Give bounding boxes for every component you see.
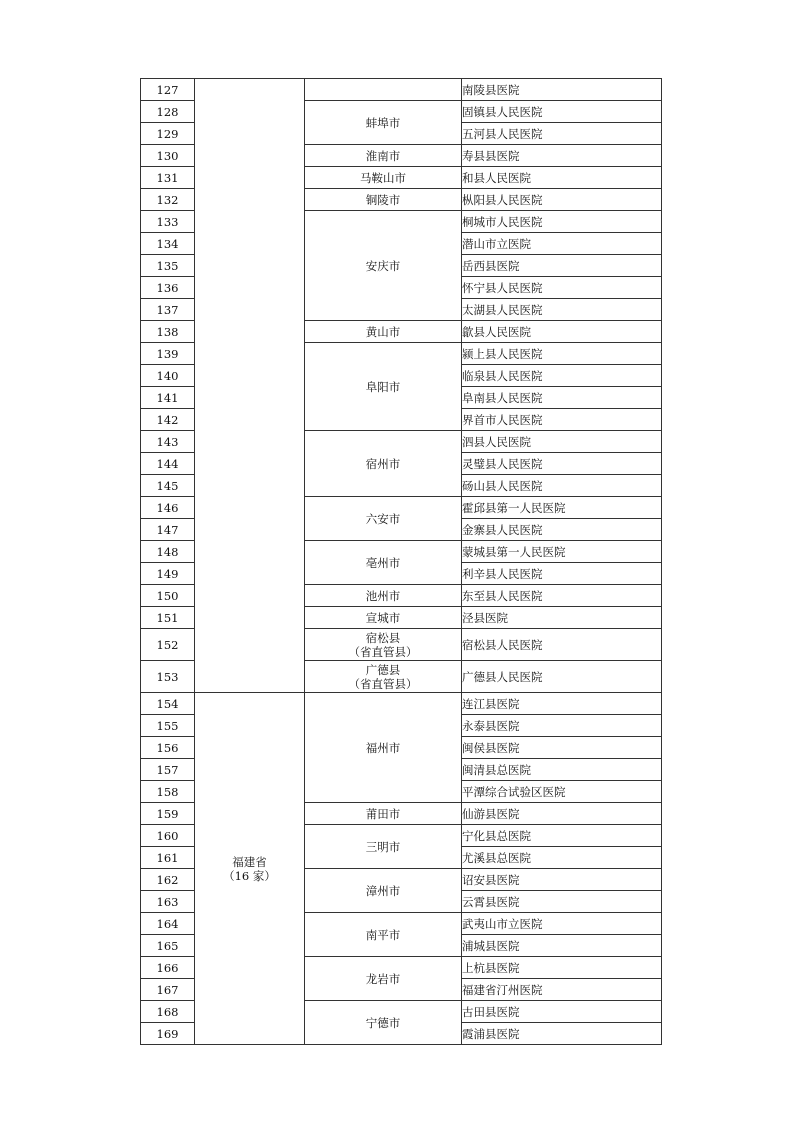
row-number: 140 <box>141 365 195 387</box>
city-note: （省直管县） <box>348 644 418 659</box>
row-number: 129 <box>141 123 195 145</box>
row-number: 154 <box>141 693 195 715</box>
hospital-name: 闽清县总医院 <box>462 759 662 781</box>
row-number: 142 <box>141 409 195 431</box>
row-number: 144 <box>141 453 195 475</box>
row-number: 136 <box>141 277 195 299</box>
hospital-name: 上杭县医院 <box>462 957 662 979</box>
hospital-name: 连江县医院 <box>462 693 662 715</box>
hospital-name: 金寨县人民医院 <box>462 519 662 541</box>
hospital-name: 古田县医院 <box>462 1001 662 1023</box>
row-number: 149 <box>141 563 195 585</box>
province-name: 福建省 <box>232 854 267 869</box>
city-cell: 宣城市 <box>305 607 462 629</box>
row-number: 164 <box>141 913 195 935</box>
city-cell: 亳州市 <box>305 541 462 585</box>
row-number: 127 <box>141 79 195 101</box>
hospital-name: 阜南县人民医院 <box>462 387 662 409</box>
row-number: 128 <box>141 101 195 123</box>
row-number: 162 <box>141 869 195 891</box>
row-number: 151 <box>141 607 195 629</box>
hospital-list-table <box>140 78 662 1045</box>
row-number: 155 <box>141 715 195 737</box>
city-cell: 南平市 <box>305 913 462 957</box>
row-number: 150 <box>141 585 195 607</box>
row-number: 141 <box>141 387 195 409</box>
table-row <box>141 79 662 101</box>
row-number: 165 <box>141 935 195 957</box>
hospital-name: 蒙城县第一人民医院 <box>462 541 662 563</box>
row-number: 158 <box>141 781 195 803</box>
hospital-name: 泾县医院 <box>462 607 662 629</box>
row-number: 169 <box>141 1023 195 1045</box>
hospital-name: 利辛县人民医院 <box>462 563 662 585</box>
hospital-name: 岳西县医院 <box>462 255 662 277</box>
city-cell <box>305 629 462 661</box>
hospital-name: 临泉县人民医院 <box>462 365 662 387</box>
hospital-name: 永泰县医院 <box>462 715 662 737</box>
city-cell: 蚌埠市 <box>305 101 462 145</box>
row-number: 146 <box>141 497 195 519</box>
hospital-name: 宁化县总医院 <box>462 825 662 847</box>
hospital-name: 怀宁县人民医院 <box>462 277 662 299</box>
city-cell-empty <box>305 79 462 101</box>
row-number: 143 <box>141 431 195 453</box>
hospital-name: 五河县人民医院 <box>462 123 662 145</box>
row-number: 156 <box>141 737 195 759</box>
row-number: 139 <box>141 343 195 365</box>
hospital-name: 闽侯县医院 <box>462 737 662 759</box>
row-number: 163 <box>141 891 195 913</box>
row-number: 134 <box>141 233 195 255</box>
row-number: 159 <box>141 803 195 825</box>
city-name: 宿松县 <box>365 630 401 645</box>
hospital-name: 灵璧县人民医院 <box>462 453 662 475</box>
city-cell: 铜陵市 <box>305 189 462 211</box>
row-number: 138 <box>141 321 195 343</box>
row-number: 160 <box>141 825 195 847</box>
hospital-name: 颍上县人民医院 <box>462 343 662 365</box>
province-count: （16 家） <box>223 868 276 883</box>
city-cell: 三明市 <box>305 825 462 869</box>
city-cell: 安庆市 <box>305 211 462 321</box>
hospital-name: 太湖县人民医院 <box>462 299 662 321</box>
hospital-name: 泗县人民医院 <box>462 431 662 453</box>
hospital-name: 霞浦县医院 <box>462 1023 662 1045</box>
city-cell: 福州市 <box>305 693 462 803</box>
province-cell-anhui <box>195 79 305 693</box>
hospital-name: 和县人民医院 <box>462 167 662 189</box>
hospital-name: 界首市人民医院 <box>462 409 662 431</box>
row-number: 168 <box>141 1001 195 1023</box>
city-cell <box>305 661 462 693</box>
hospital-name: 霍邱县第一人民医院 <box>462 497 662 519</box>
row-number: 153 <box>141 661 195 693</box>
hospital-name: 诏安县医院 <box>462 869 662 891</box>
row-number: 131 <box>141 167 195 189</box>
hospital-name: 桐城市人民医院 <box>462 211 662 233</box>
city-cell: 淮南市 <box>305 145 462 167</box>
hospital-name: 云霄县医院 <box>462 891 662 913</box>
hospital-name: 东至县人民医院 <box>462 585 662 607</box>
row-number: 130 <box>141 145 195 167</box>
hospital-name: 福建省汀州医院 <box>462 979 662 1001</box>
table-row <box>141 693 662 715</box>
hospital-name: 尤溪县总医院 <box>462 847 662 869</box>
row-number: 148 <box>141 541 195 563</box>
hospital-name: 平潭综合试验区医院 <box>462 781 662 803</box>
city-name: 广德县 <box>365 662 401 677</box>
city-cell: 莆田市 <box>305 803 462 825</box>
city-cell: 六安市 <box>305 497 462 541</box>
city-cell: 阜阳市 <box>305 343 462 431</box>
city-cell: 宁德市 <box>305 1001 462 1045</box>
hospital-name: 潜山市立医院 <box>462 233 662 255</box>
row-number: 166 <box>141 957 195 979</box>
hospital-name: 浦城县医院 <box>462 935 662 957</box>
hospital-name: 寿县县医院 <box>462 145 662 167</box>
city-cell: 宿州市 <box>305 431 462 497</box>
hospital-name: 广德县人民医院 <box>462 661 662 693</box>
city-cell: 黄山市 <box>305 321 462 343</box>
row-number: 157 <box>141 759 195 781</box>
city-cell: 龙岩市 <box>305 957 462 1001</box>
hospital-name: 歙县人民医院 <box>462 321 662 343</box>
row-number: 167 <box>141 979 195 1001</box>
row-number: 145 <box>141 475 195 497</box>
hospital-name: 枞阳县人民医院 <box>462 189 662 211</box>
hospital-name: 固镇县人民医院 <box>462 101 662 123</box>
row-number: 135 <box>141 255 195 277</box>
row-number: 132 <box>141 189 195 211</box>
hospital-name: 武夷山市立医院 <box>462 913 662 935</box>
row-number: 133 <box>141 211 195 233</box>
city-cell: 池州市 <box>305 585 462 607</box>
row-number: 137 <box>141 299 195 321</box>
city-cell: 漳州市 <box>305 869 462 913</box>
hospital-name: 砀山县人民医院 <box>462 475 662 497</box>
city-note: （省直管县） <box>348 676 418 691</box>
row-number: 147 <box>141 519 195 541</box>
hospital-name: 仙游县医院 <box>462 803 662 825</box>
province-cell-fujian <box>195 693 305 1045</box>
city-cell: 马鞍山市 <box>305 167 462 189</box>
hospital-name: 南陵县医院 <box>462 79 662 101</box>
row-number: 152 <box>141 629 195 661</box>
row-number: 161 <box>141 847 195 869</box>
hospital-name: 宿松县人民医院 <box>462 629 662 661</box>
